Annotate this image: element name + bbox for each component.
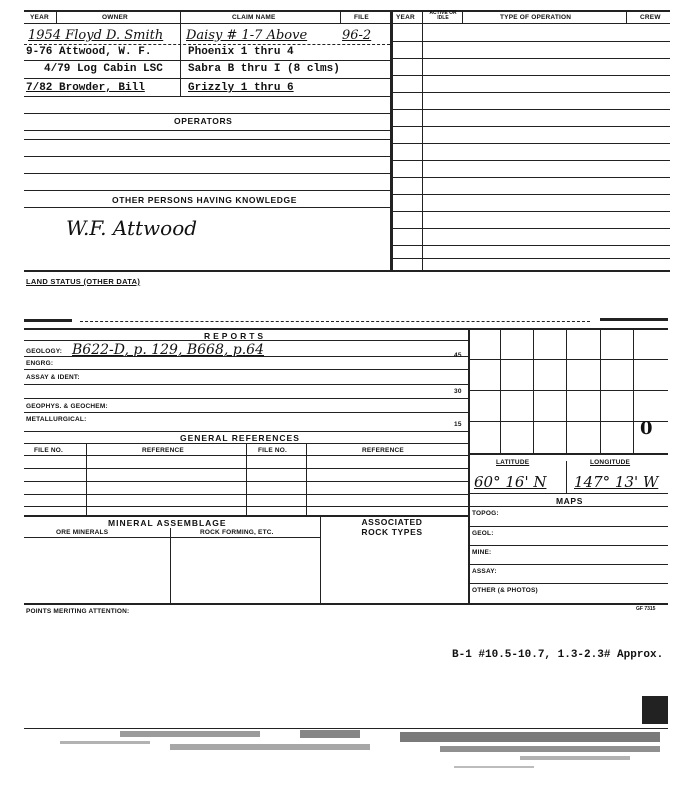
col-reference: REFERENCE — [142, 447, 184, 454]
header-crew: CREW — [640, 14, 661, 21]
geology-value: B622-D, p. 129, B668, p.64 — [72, 342, 264, 358]
grid-mark: 0 — [640, 418, 653, 439]
mineral-assemblage-title: MINERAL ASSEMBLAGE — [108, 518, 227, 528]
owner-row-2: 9-76 Attwood, W. F. — [26, 46, 152, 58]
file-row-1: 96-2 — [342, 28, 372, 43]
owner-row-4: 7/82 Browder, Bill — [26, 82, 145, 94]
longitude-label: LONGITUDE — [590, 459, 631, 466]
geology-label: GEOLOGY: — [26, 348, 63, 355]
header-claim-name: CLAIM NAME — [232, 14, 276, 21]
rock-forming-label: ROCK FORMING, ETC. — [200, 529, 274, 536]
header-type-of-operation: TYPE OF OPERATION — [500, 14, 572, 21]
claim-row-2: Phoenix 1 thru 4 — [188, 46, 294, 58]
points-meriting-attention-label: POINTS MERITING ATTENTION: — [26, 608, 130, 615]
claim-row-1: Daisy # 1-7 Above — [186, 28, 308, 43]
associated-rock-types-label: ASSOCIATED ROCK TYPES — [361, 517, 423, 537]
latitude-label: LATITUDE — [496, 459, 530, 466]
assay-ident-label: ASSAY & IDENT: — [26, 374, 80, 381]
header-year-2: YEAR — [396, 14, 415, 21]
longitude-value: 147° 13' W — [574, 473, 659, 491]
reports-title: REPORTS — [204, 331, 267, 341]
other-persons-label: OTHER PERSONS HAVING KNOWLEDGE — [112, 195, 298, 205]
land-status-label: LAND STATUS (OTHER DATA) — [26, 277, 141, 286]
operators-label: OPERATORS — [174, 116, 233, 126]
header-active-idle: ACTIVE OR IDLE — [429, 10, 457, 21]
maps-mine: MINE: — [472, 549, 492, 556]
claim-row-3: Sabra B thru I (8 clms) — [188, 63, 340, 75]
latitude-value: 60° 16' N — [474, 473, 547, 491]
maps-topog: TOPOG: — [472, 510, 499, 517]
maps-geol: GEOL: — [472, 530, 494, 537]
engrg-label: ENGRG: — [26, 360, 54, 367]
bottom-note: B-1 #10.5-10.7, 1.3-2.3# Approx. — [452, 649, 664, 661]
col-file-no-2: FILE NO. — [258, 447, 288, 454]
claim-row-4: Grizzly 1 thru 6 — [188, 82, 294, 94]
scan-artifact — [600, 318, 668, 321]
maps-other: OTHER (& PHOTOS) — [472, 587, 538, 594]
header-year: YEAR — [30, 14, 49, 21]
col-file-no: FILE NO. — [34, 447, 64, 454]
other-persons-value: W.F. Attwood — [66, 216, 198, 240]
form-number: GF 7315 — [636, 606, 656, 612]
geology-number: 45 — [454, 352, 462, 359]
maps-title: MAPS — [556, 496, 583, 506]
header-file: FILE — [354, 14, 369, 21]
assay-number: 30 — [454, 388, 462, 395]
general-references-title: GENERAL REFERENCES — [180, 433, 300, 443]
scan-block — [642, 696, 668, 724]
maps-assay: ASSAY: — [472, 568, 497, 575]
geophys-label: GEOPHYS. & GEOCHEM: — [26, 403, 108, 410]
metallurgical-number: 15 — [454, 421, 462, 428]
metallurgical-label: METALLURGICAL: — [26, 416, 87, 423]
owner-row-3: 4/79 Log Cabin LSC — [44, 63, 163, 75]
ore-minerals-label: ORE MINERALS — [56, 529, 109, 536]
scan-artifact — [24, 319, 72, 322]
col-reference-2: REFERENCE — [362, 447, 404, 454]
owner-row-1: 1954 Floyd D. Smith — [28, 28, 164, 43]
header-owner: OWNER — [102, 14, 128, 21]
